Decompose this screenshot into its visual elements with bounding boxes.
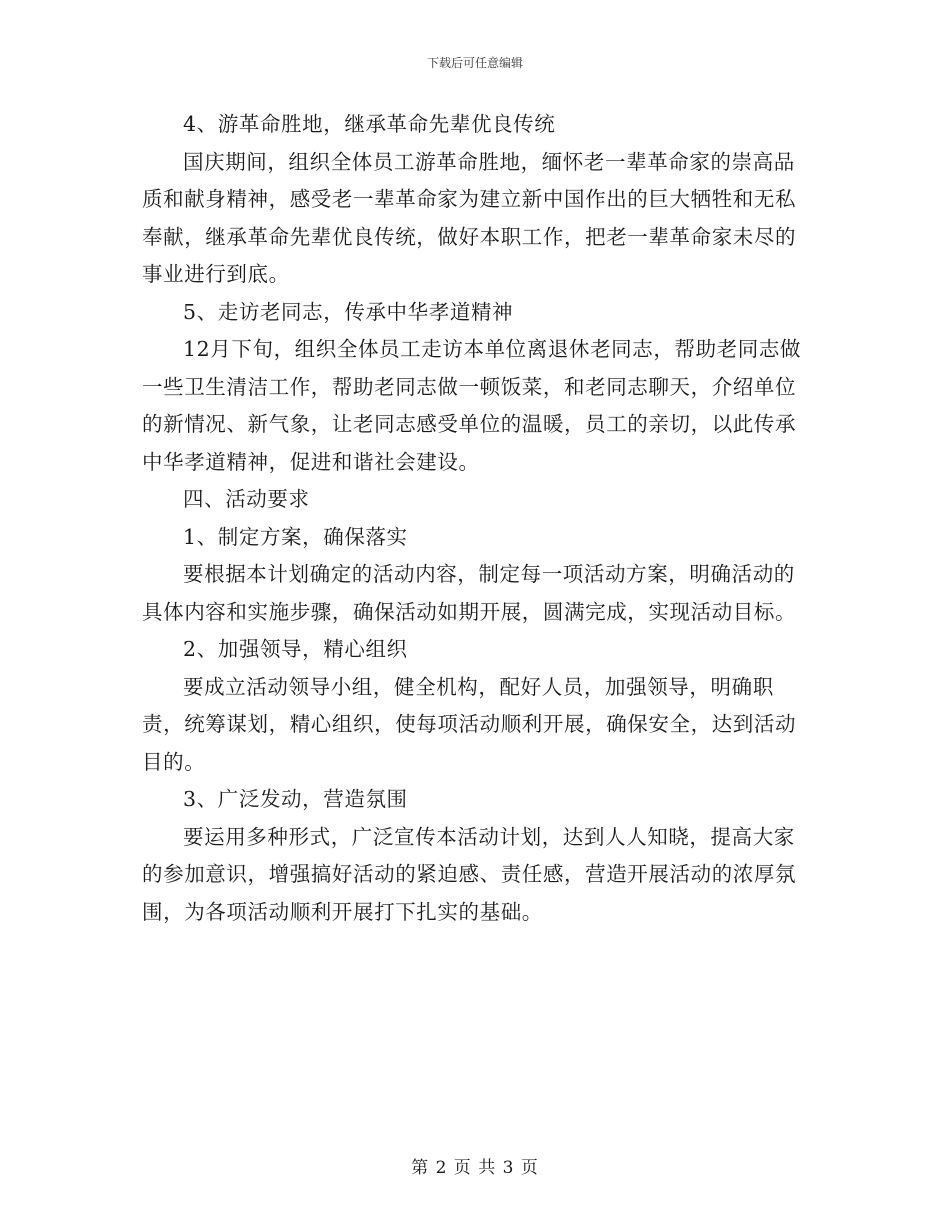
section-heading-3: 3、广泛发动，营造氛围 [183,787,408,811]
section-heading-1: 1、制定方案，确保落实 [183,524,408,549]
section-heading-2: 2、加强领导，精心组织 [183,637,408,661]
section-heading-5: 5、走访老同志，传承中华孝道精神 [183,299,514,324]
body-paragraph: 国庆期间，组织全体员工游革命胜地，缅怀老一辈革命家的崇高品质和献身精神，感受老一辈革命家为建立新中国作出的巨大牺牲和无私奉献，继承革命先辈优良传统，做好本职工作，把老一辈革命家未尽的事业进行到底。 [142,149,797,286]
body-paragraph: 要根据本计划确定的活动内容，制定每一项活动方案，明确活动的具体内容和实施步骤，确保活动如期开展，圆满完成，实现活动目标。 [142,562,797,624]
header-note: 下载后可任意编辑 [426,56,523,70]
page-number-footer: 第 2 页 共 3 页 [411,1158,539,1178]
document-body [142,106,802,931]
body-paragraph: 12月下旬，组织全体员工走访本单位离退休老同志，帮助老同志做一些卫生清洁工作，帮助老同志做一顿饭菜，和老同志聊天，介绍单位的新情况、新气象，让老同志感受单位的温暖，员工的亲切，以此传承中华孝道精神，促进和谐社会建设。 [142,337,802,474]
body-paragraph: 要运用多种形式，广泛宣传本活动计划，达到人人知晓，提高大家的参加意识，增强搞好活动的紧迫感、责任感，营造开展活动的浓厚氛围，为各项活动顺利开展打下扎实的基础。 [142,824,797,924]
section-heading-4: 4、游革命胜地，继承革命先辈优良传统 [183,112,556,136]
body-paragraph: 要成立活动领导小组，健全机构，配好人员，加强领导，明确职责，统筹谋划，精心组织，使每项活动顺利开展，确保安全，达到活动目的。 [142,674,797,774]
chapter-heading: 四、活动要求 [183,487,310,511]
